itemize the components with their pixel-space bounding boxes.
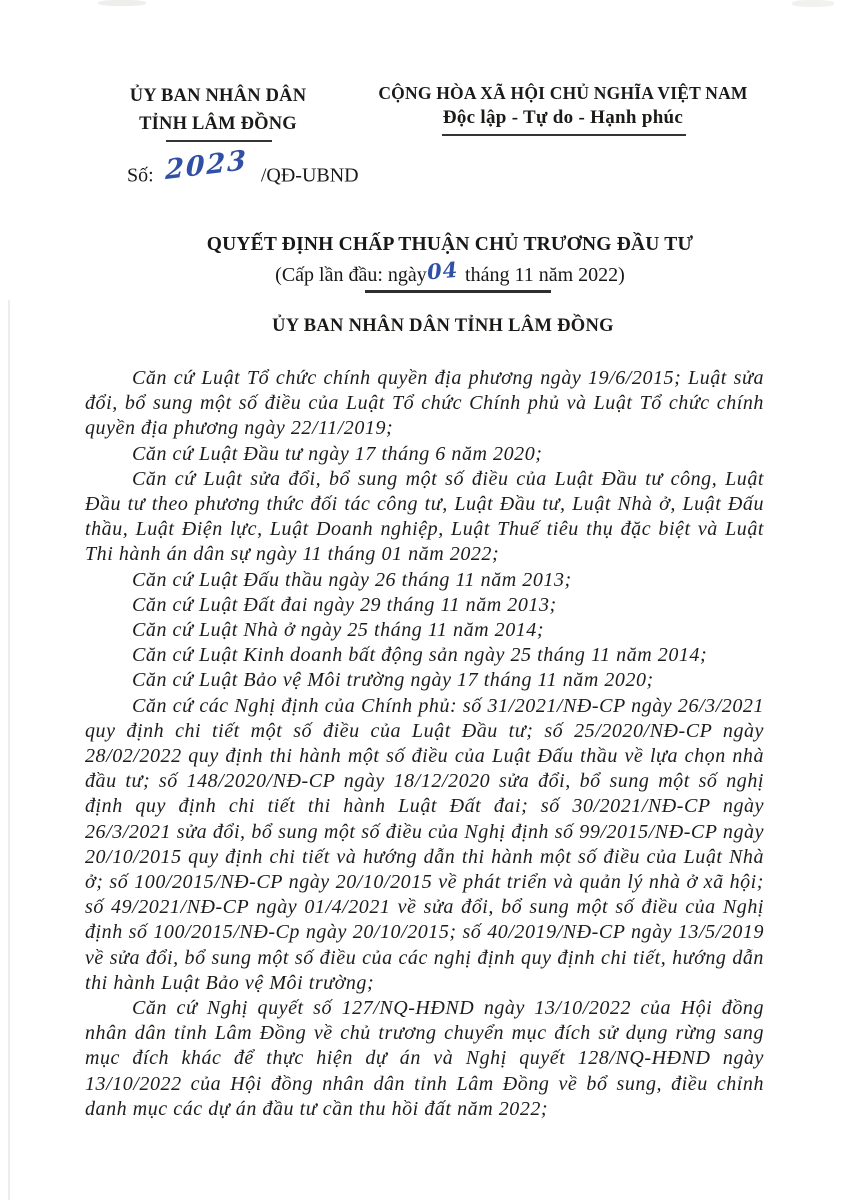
body-paragraph: Căn cứ Nghị quyết số 127/NQ-HĐND ngày 13/10/2022 của Hội đồng nhân dân tỉnh Lâm Đồng về chủ trương chuyển mục đích sử dụng rừng sang mục đích khác để thực hiện dự án và Nghị quyết 128/NQ-HĐND ngày 13/10/2022 của Hội đồng nhân dân tỉnh Lâm Đồng về bổ sung, điều chỉnh danh mục các dự án đầu tư cần thu hồi đất năm 2022; <box>85 997 764 1120</box>
body-paragraph: Căn cứ các Nghị định của Chính phủ: số 31/2021/NĐ-CP ngày 26/3/2021 quy định chi tiết một số điều của Luật Đầu tư; số 25/2020/NĐ-CP ngày 28/02/2022 quy định thi hành một số điều của Luật Đấu thầu về lựa chọn nhà đầu tư; số 148/2020/NĐ-CP ngày 18/12/2020 sửa đổi, bổ sung một số nghị định quy định chi tiết thi hành Luật Đất đai; số 30/2021/NĐ-CP ngày 26/3/2021 sửa đổi, bổ sung một số điều của Nghị định số 99/2015/NĐ-CP ngày 20/10/2015 quy định chi tiết và hướng dẫn thi hành một số điều của Luật Nhà ở; số 100/2015/NĐ-CP ngày 20/10/2015 về phát triển và quản lý nhà ở xã hội; số 49/2021/NĐ-CP ngày 01/4/2021 về sửa đổi, bổ sung một số điều của Nghị định số 100/2015/NĐ-Cp ngày 20/10/2015; số 40/2019/NĐ-CP ngày 13/5/2019 về sửa đổi, bổ sung một số điều của các nghị định quy định chi tiết, hướng dẫn thi hành Luật Bảo vệ Môi trường; <box>85 694 764 994</box>
scan-smudge <box>98 0 146 6</box>
motto-underline <box>442 134 686 136</box>
document-subtitle <box>58 256 842 288</box>
document-body <box>85 366 764 1122</box>
scan-edge-line <box>8 300 10 1200</box>
body-paragraph: Căn cứ Luật Bảo vệ Môi trường ngày 17 tháng 11 năm 2020; <box>132 669 654 692</box>
document-title: QUYẾT ĐỊNH CHẤP THUẬN CHỦ TRƯƠNG ĐẦU TƯ <box>206 234 694 255</box>
body-paragraph: Căn cứ Luật Nhà ở ngày 25 tháng 11 năm 2014; <box>132 619 545 642</box>
body-paragraph: Căn cứ Luật Đất đai ngày 29 tháng 11 năm 2013; <box>132 593 557 616</box>
body-paragraph: Căn cứ Luật Tổ chức chính quyền địa phương ngày 19/6/2015; Luật sửa đổi, bổ sung một số điều của Luật Tổ chức Chính phủ và Luật Tổ chức chính quyền địa phương ngày 22/11/2019; <box>85 367 764 440</box>
national-motto: Độc lập - Tự do - Hạnh phúc <box>442 107 684 128</box>
doc-number-suffix: /QĐ-UBND <box>260 164 359 187</box>
org-header <box>110 82 326 138</box>
org-name-line2: TỈNH LÂM ĐỒNG <box>139 114 297 134</box>
issuer-heading: ỦY BAN NHÂN DÂN TỈNH LÂM ĐỒNG <box>272 316 614 336</box>
scan-smudge <box>792 0 834 7</box>
title-block <box>58 233 842 288</box>
national-header <box>350 83 776 130</box>
body-paragraph: Căn cứ Luật sửa đổi, bổ sung một số điều của Luật Đầu tư công, Luật Đầu tư theo phương thức đối tác công tư, Luật Đầu tư, Luật Nhà ở, Luật Đấu thầu, Luật Điện lực, Luật Doanh nghiệp, Luật Thuế tiêu thụ đặc biệt và Luật Thi hành án dân sự ngày 11 tháng 01 năm 2022; <box>85 467 764 566</box>
national-name: CỘNG HÒA XÃ HỘI CHỦ NGHĨA VIỆT NAM <box>378 83 748 103</box>
org-name-line1: ỦY BAN NHÂN DÂN <box>129 86 307 106</box>
body-paragraph: Căn cứ Luật Kinh doanh bất động sản ngày 25 tháng 11 năm 2014; <box>132 644 708 667</box>
org-underline <box>166 140 272 142</box>
body-paragraph: Căn cứ Luật Đầu tư ngày 17 tháng 6 năm 2020; <box>132 442 543 465</box>
body-paragraph: Căn cứ Luật Đấu thầu ngày 26 tháng 11 năm 2013; <box>132 568 572 591</box>
subtitle-suffix: tháng 11 năm 2022) <box>465 264 625 286</box>
doc-number-handwritten: 2023 <box>164 144 248 187</box>
subtitle-handwritten-day: 04 <box>425 256 460 285</box>
document-number <box>127 144 359 190</box>
title-underline <box>365 290 551 293</box>
doc-number-label: Số: <box>127 164 154 187</box>
subtitle-prefix: (Cấp lần đầu: ngày <box>275 264 427 286</box>
